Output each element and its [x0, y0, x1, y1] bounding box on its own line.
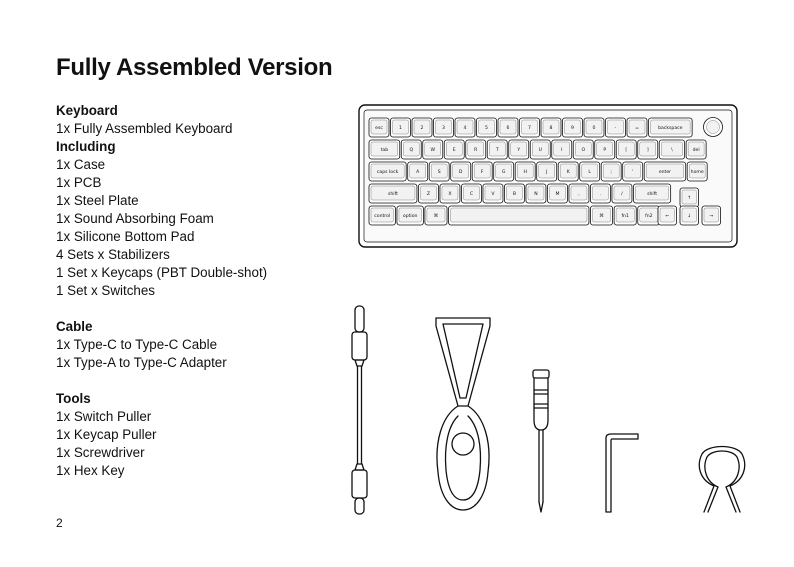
key-arrow-left-label: ←	[665, 214, 670, 219]
key-r4-4-label: ⌘	[599, 214, 604, 219]
list-item: 1x Keycap Puller	[56, 427, 157, 442]
key-r2-6-label: H	[523, 170, 527, 175]
key-r1-4-label: R	[474, 148, 478, 153]
key-r0-2-label: 2	[420, 126, 424, 131]
key-r1-6-label: Y	[517, 148, 521, 153]
key-r0-7-label: 7	[528, 126, 531, 131]
list-item: 1x Type-A to Type-C Adapter	[56, 355, 227, 370]
key-r2-0-label: caps lock	[376, 170, 399, 175]
contents-list	[56, 102, 336, 480]
section-heading-keyboard: Keyboard	[56, 103, 118, 118]
key-r3-7-label: M	[555, 192, 560, 197]
key-r0-11-label: -	[614, 126, 617, 131]
list-item: 1x Sound Absorbing Foam	[56, 211, 214, 226]
key-r2-2-label: S	[437, 170, 441, 175]
list-item: 1x Case	[56, 157, 106, 172]
key-r1-11-label: [	[625, 148, 628, 153]
key-r3-0-label: shift	[388, 192, 398, 197]
screwdriver-icon	[526, 370, 556, 516]
key-r4-5-label: fn1	[621, 214, 629, 219]
key-arrow-up-label: ↑	[687, 196, 692, 201]
key-r3-3-label: C	[469, 192, 474, 197]
page-number: 2	[56, 516, 63, 530]
list-item: 1x Fully Assembled Keyboard	[56, 121, 233, 136]
key-r3-9-label: .	[599, 192, 602, 197]
switch-puller-icon	[692, 440, 752, 516]
section-heading-tools: Tools	[56, 391, 91, 406]
key-r4-0-label: control	[374, 214, 391, 219]
key-r1-8-label: I	[561, 148, 563, 153]
key-r3-11-label: shift	[647, 192, 658, 197]
key-r1-2-label: W	[430, 148, 436, 153]
list-item: 1x PCB	[56, 175, 102, 190]
key-r0-13-label: backspace	[658, 126, 683, 131]
key-r1-5-label: T	[495, 148, 499, 153]
keycap-puller	[428, 312, 498, 512]
screwdriver	[526, 370, 556, 516]
key-r1-7-label: U	[538, 148, 542, 153]
keyboard-drawing	[358, 104, 738, 248]
key-r0-8-label: 8	[549, 126, 553, 131]
key-r2-8-label: K	[566, 170, 570, 175]
key-r3-4-label: V	[491, 192, 495, 197]
key-r3-1-label: Z	[426, 192, 431, 197]
key-r3-2-label: X	[448, 192, 452, 197]
rotary-knob-cap	[707, 121, 720, 134]
key-r0-6-label: 6	[506, 126, 510, 131]
hex-key-icon	[600, 430, 644, 516]
key-r2-5-label: G	[501, 170, 506, 175]
key-arrow-down-label: ↓	[687, 214, 692, 219]
list-item: 4 Sets x Stabilizers	[56, 247, 170, 262]
key-r1-12-label: ]	[646, 148, 649, 153]
key-r0-3-label: 3	[442, 126, 445, 131]
list-item: 1x Steel Plate	[56, 193, 139, 208]
key-r0-4-label: 4	[463, 126, 467, 131]
list-item: 1x Hex Key	[56, 463, 125, 478]
section-heading-including: Including	[56, 139, 116, 154]
key-r1-10-label: P	[603, 148, 607, 153]
key-r2-4-label: F	[480, 170, 484, 175]
key-r1-14-label: del	[692, 148, 700, 153]
key-r1-13-label: \	[671, 148, 673, 153]
key-r1-0-label: tab	[380, 148, 389, 153]
key-r0-0-label: esc	[375, 126, 383, 131]
key-r0-12-label: =	[635, 126, 639, 131]
key-r2-9-label: L	[588, 170, 591, 175]
keyboard-illustration	[358, 104, 738, 248]
key-r2-12-label: enter	[658, 170, 672, 175]
key-r0-10-label: 0	[592, 126, 596, 131]
key-r2-7-label: J	[546, 170, 548, 175]
key-r0-1-label: 1	[399, 126, 402, 131]
list-item: 1 Set x Switches	[56, 283, 155, 298]
key-r0-9-label: 9	[571, 126, 574, 131]
key-r4-3-top	[451, 208, 587, 222]
key-r2-11-label: '	[632, 170, 634, 175]
hex-key	[600, 430, 644, 516]
key-r2-3-label: D	[458, 170, 463, 175]
key-r3-5-label: B	[512, 192, 517, 197]
key-r4-2-label: ⌘	[433, 214, 439, 219]
key-r1-1-label: Q	[409, 148, 414, 153]
list-item: 1x Switch Puller	[56, 409, 152, 424]
cable-icon	[340, 306, 380, 516]
key-r1-9-label: O	[581, 148, 586, 153]
key-r2-1-label: A	[416, 170, 420, 175]
list-item: 1 Set x Keycaps (PBT Double-shot)	[56, 265, 268, 280]
usb-c-cable-icon	[340, 306, 380, 516]
key-r2-10-label: ;	[610, 170, 612, 175]
list-item: 1x Silicone Bottom Pad	[56, 229, 195, 244]
key-arrow-right-label: →	[709, 214, 714, 219]
key-r3-10-label: /	[621, 192, 623, 197]
key-r3-8-label: ,	[578, 192, 580, 197]
key-r3-6-label: N	[534, 192, 538, 197]
key-r0-5-label: 5	[485, 126, 488, 131]
key-r1-3-label: E	[452, 148, 456, 153]
keycap-puller-icon	[428, 312, 498, 512]
section-heading-cable: Cable	[56, 319, 93, 334]
page-title: Fully Assembled Version	[56, 54, 333, 81]
list-item: 1x Screwdriver	[56, 445, 145, 460]
key-r4-6-label: fn2	[645, 214, 653, 219]
key-r2-13-label: home	[690, 170, 704, 175]
list-item: 1x Type-C to Type-C Cable	[56, 337, 218, 352]
key-r4-1-label: option	[402, 214, 418, 219]
switch-puller	[692, 440, 752, 516]
